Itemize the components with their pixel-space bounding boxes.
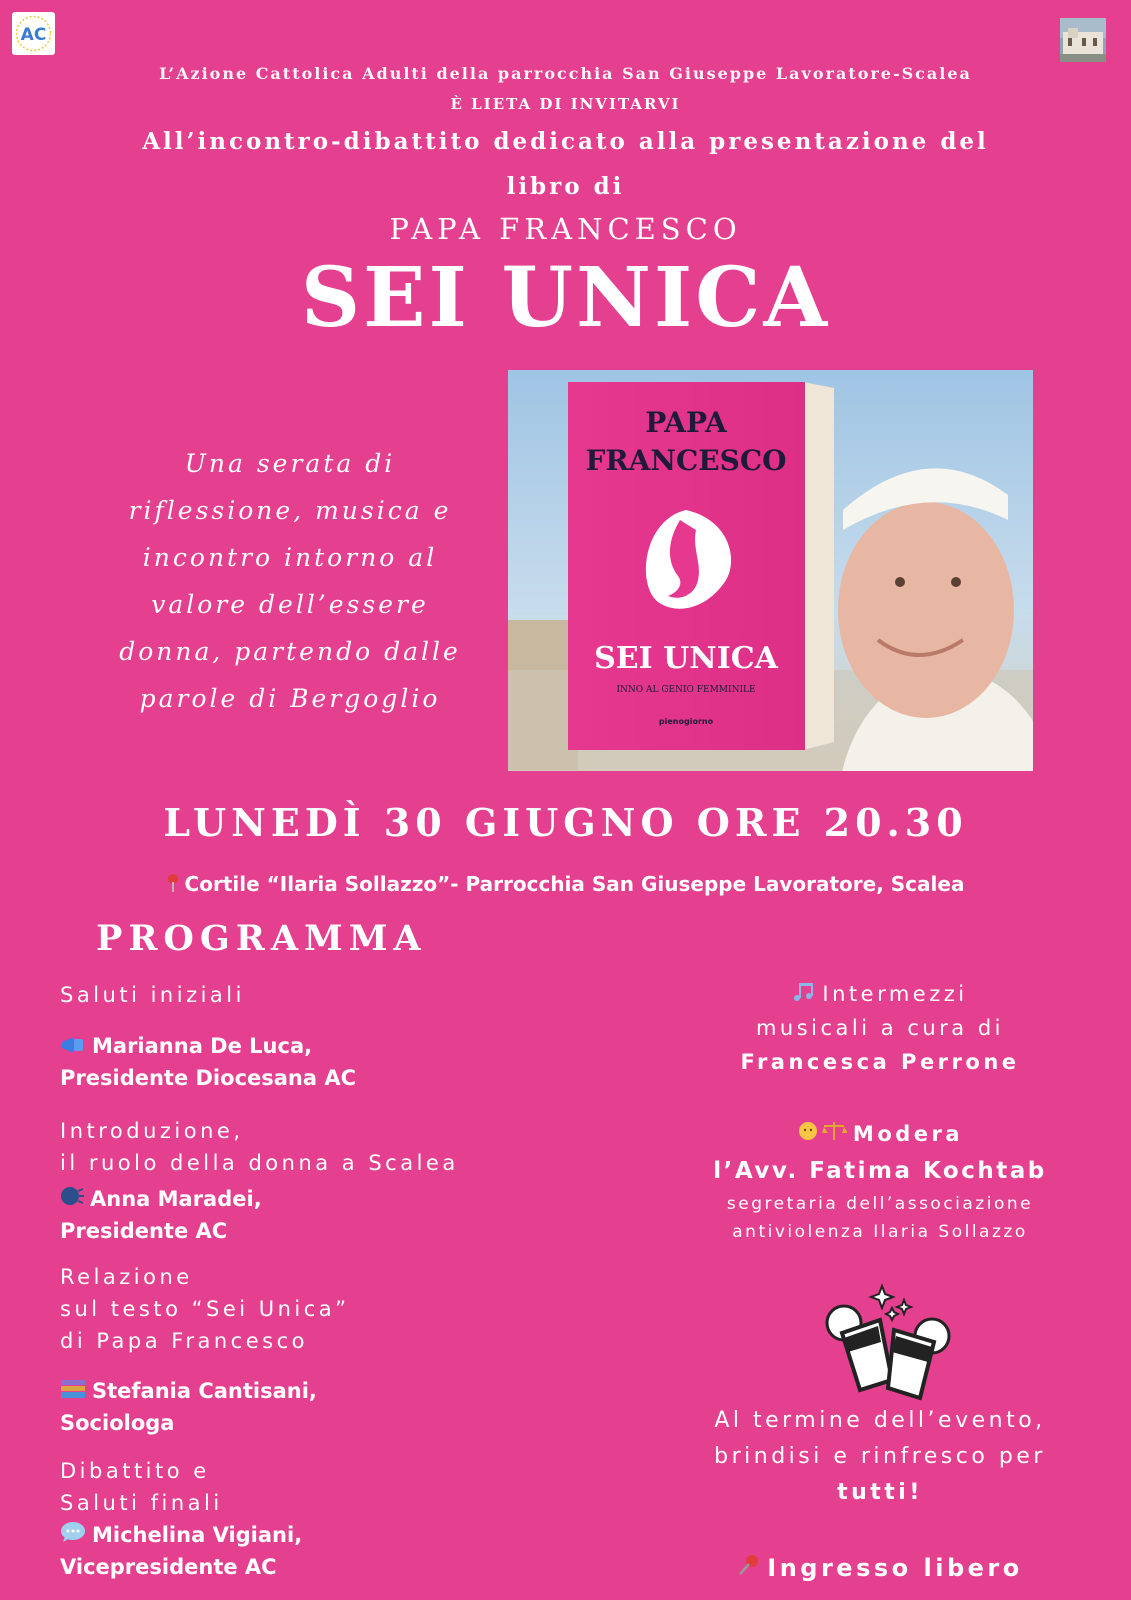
dibattito-line-1: Dibattito e [60, 1459, 210, 1483]
megaphone-icon [60, 1032, 86, 1063]
event-place [0, 872, 1131, 898]
closing-line-2: brindisi e rinfresco per [714, 1444, 1046, 1469]
tagline-line: donna, partendo dalle [119, 637, 461, 666]
toast-glasses-icon [822, 1278, 962, 1403]
closing-line-1: Al termine dell’evento, [714, 1408, 1046, 1433]
music-line-1 [630, 978, 1130, 1012]
dibattito-line-2: Saluti finali [60, 1491, 223, 1515]
location-pin-icon [167, 873, 179, 898]
program-heading: PROGRAMMA [96, 918, 427, 959]
music-notes-icon [792, 979, 816, 1012]
moderator-role-2: antiviolenza Ilaria Sollazzo [732, 1222, 1028, 1242]
tagline-line: Una serata di [184, 449, 396, 478]
speaker-1-role: Presidente Diocesana AC [60, 1066, 357, 1090]
modera-text: Modera [852, 1122, 964, 1146]
moderator-name: l’Avv. Fatima Kochtab [713, 1158, 1047, 1184]
speaker-4-name [60, 1520, 302, 1552]
tagline-line: riflessione, musica e [128, 496, 452, 525]
cover-publisher: pienogiorno [658, 717, 714, 726]
event-date: LUNEDÌ 30 GIUGNO ORE 20.30 [163, 800, 968, 845]
speaker-4-name-text: Michelina Vigiani, [92, 1523, 303, 1547]
tagline-line: incontro intorno al [142, 543, 438, 572]
modera-label [630, 1118, 1130, 1152]
invite-line-2: libro di [506, 173, 625, 200]
judge-icon [797, 1119, 847, 1152]
program-saluti: Saluti iniziali [60, 983, 245, 1007]
church-photo [1060, 18, 1106, 62]
speaker-2-name [60, 1184, 262, 1216]
cover-author-line2: FRANCESCO [585, 444, 787, 477]
moderator-role-1: segretaria dell’associazione [726, 1194, 1034, 1214]
speaker-3-name-text: Stefania Cantisani, [92, 1379, 317, 1403]
speaker-2-name-text: Anna Maradei, [90, 1187, 262, 1211]
music-line-1-text: Intermezzi [822, 982, 968, 1006]
speech-bubble-icon [60, 1521, 86, 1552]
free-entry-text: Ingresso libero [767, 1554, 1023, 1582]
svg-text:AC: AC [20, 25, 47, 45]
tagline-line: valore dell’essere [151, 590, 429, 619]
pushpin-icon [737, 1553, 761, 1586]
intro-line-2: il ruolo della donna a Scalea [60, 1151, 459, 1175]
book-author: PAPA FRANCESCO [389, 212, 742, 246]
speaker-1-name-text: Marianna De Luca, [92, 1034, 313, 1058]
speaker-3-name [60, 1376, 317, 1408]
azione-cattolica-logo [12, 12, 55, 55]
speaker-1-name [60, 1031, 312, 1063]
event-place-text: Cortile “Ilaria Sollazzo”- Parrocchia San Giuseppe Lavoratore, Scalea [184, 872, 965, 896]
closing-line-3: tutti! [837, 1480, 923, 1505]
invite-line-1: All’incontro-dibattito dedicato alla presentazione del [142, 128, 989, 155]
invite-announcement: È LIETA DI INVITARVI [450, 95, 681, 113]
speaker-4-role: Vicepresidente AC [60, 1555, 277, 1579]
speaker-3-role: Sociologa [60, 1411, 175, 1435]
cover-subtitle: INNO AL GENIO FEMMINILE [616, 685, 756, 695]
cover-title: SEI UNICA [594, 641, 778, 676]
tagline [90, 440, 490, 722]
music-line-2: musicali a cura di [755, 1016, 1005, 1040]
speaker-2-role: Presidente AC [60, 1219, 228, 1243]
books-icon [60, 1377, 86, 1408]
relazione-line-1: Relazione [60, 1265, 193, 1289]
relazione-line-2: sul testo “Sei Unica” [60, 1297, 350, 1321]
music-performer: Francesca Perrone [740, 1050, 1020, 1074]
free-entry [630, 1552, 1130, 1586]
relazione-line-3: di Papa Francesco [60, 1329, 308, 1353]
intro-line-1: Introduzione, [60, 1119, 244, 1143]
speaking-head-icon [60, 1185, 84, 1216]
book-title: SEI UNICA [300, 250, 831, 346]
tagline-line: parole di Bergoglio [139, 684, 441, 713]
book-cover-photo [508, 370, 1033, 771]
organizer-line: L’Azione Cattolica Adulti della parrocchia San Giuseppe Lavoratore-Scalea [159, 64, 972, 83]
cover-author-line1: PAPA [645, 406, 727, 439]
